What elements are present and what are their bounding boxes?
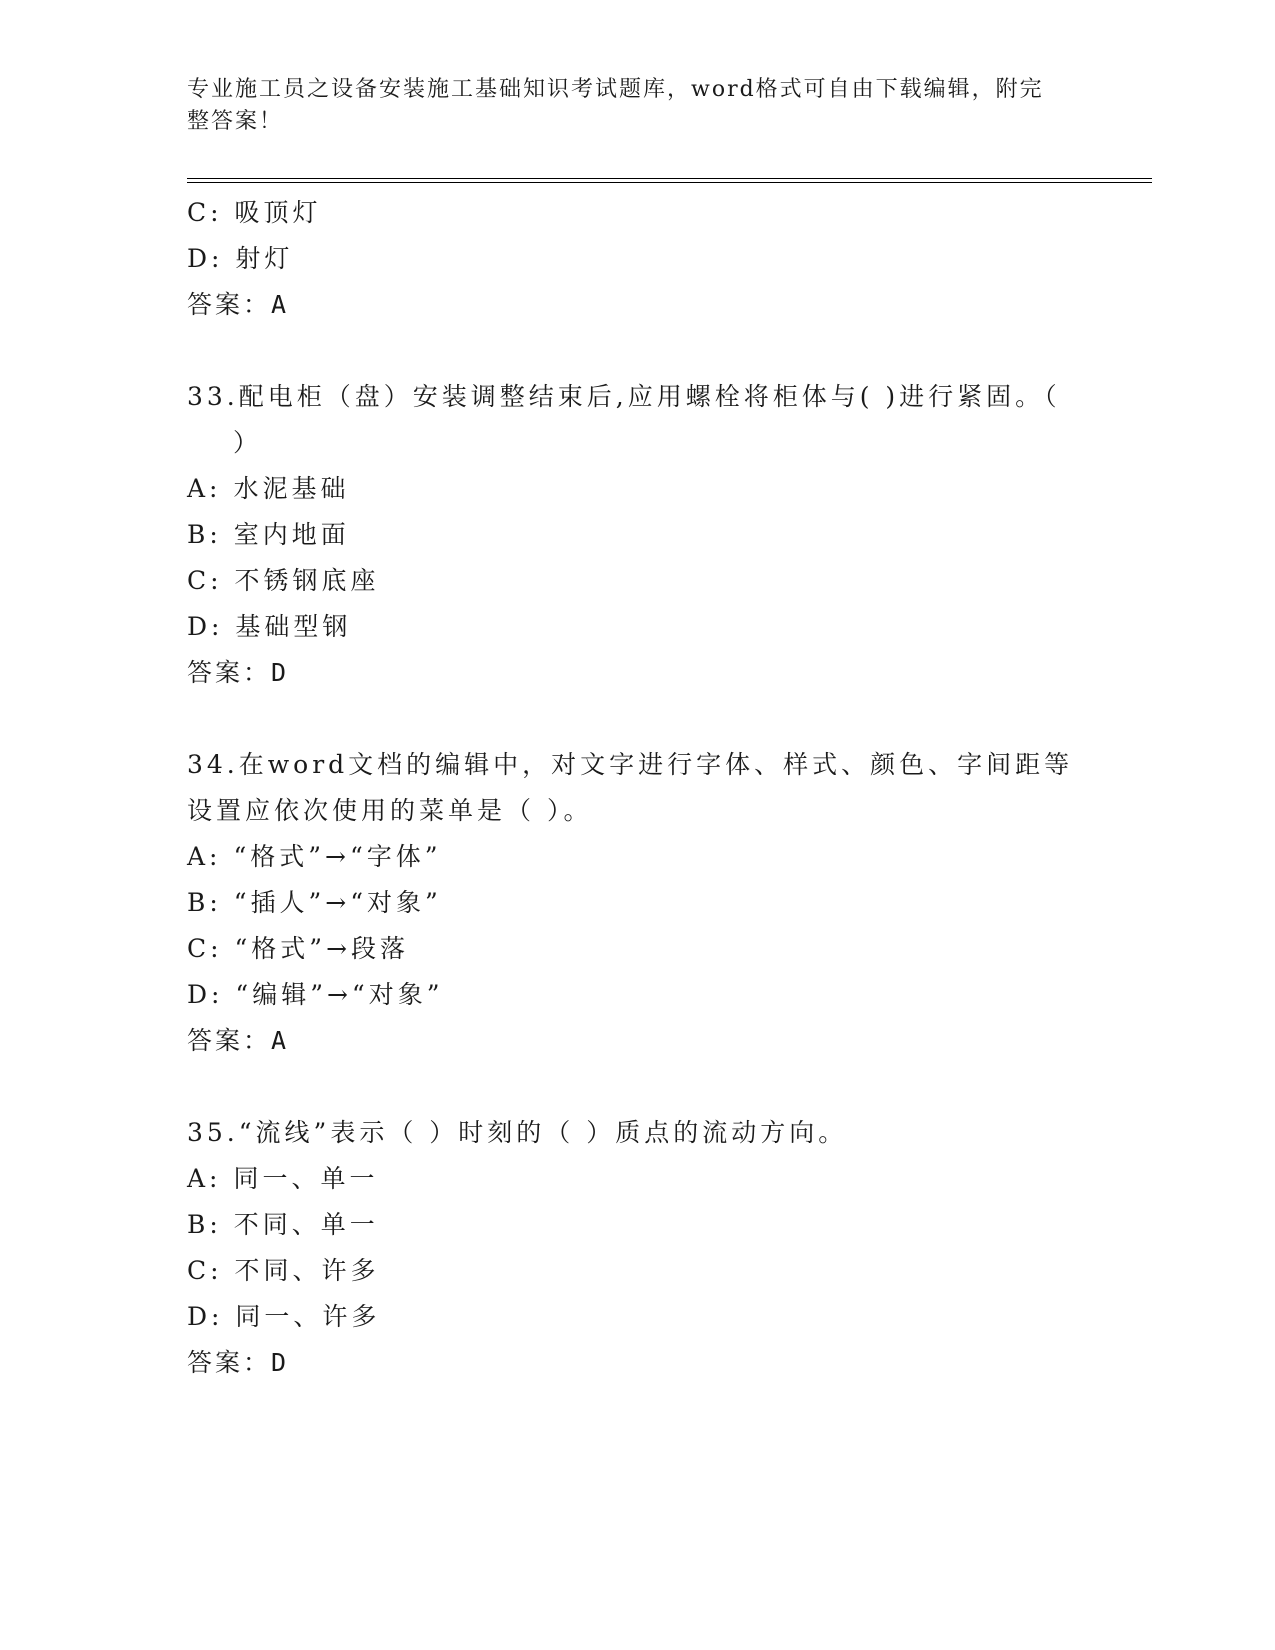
option-text: “格式”→段落 xyxy=(234,934,410,963)
option-a xyxy=(187,834,1087,880)
option-letter: D: xyxy=(187,980,224,1009)
option-letter: A: xyxy=(187,474,222,503)
answer-label: 答案： xyxy=(187,1026,272,1055)
option-letter: C: xyxy=(187,934,223,963)
question-stem: 33.配电柜（盘）安装调整结束后,应用螺栓将柜体与( )进行紧固。（ xyxy=(187,382,1061,411)
option-text: 同一、单一 xyxy=(233,1164,379,1193)
option-b xyxy=(187,1202,1087,1248)
option-text: “编辑”→“对象” xyxy=(235,980,444,1009)
option-text: 水泥基础 xyxy=(233,474,350,503)
option-letter: C: xyxy=(187,566,223,595)
answer-value: D xyxy=(271,658,289,687)
answer-value: D xyxy=(271,1348,289,1377)
option-text: 不锈钢底座 xyxy=(234,566,380,595)
option-d xyxy=(187,1294,1087,1340)
option-b xyxy=(187,880,1087,926)
option-letter: D: xyxy=(187,1302,224,1331)
option-c xyxy=(187,190,1087,236)
option-text: 不同、许多 xyxy=(234,1256,380,1285)
header-rule-top xyxy=(187,178,1152,179)
question-32-tail xyxy=(187,190,1087,328)
answer-line xyxy=(187,282,1087,328)
option-letter: B: xyxy=(187,520,222,549)
document-header: 专业施工员之设备安装施工基础知识考试题库，word格式可自由下载编辑，附完整答案！ xyxy=(187,77,1044,134)
question-stem: 34.在word文档的编辑中，对文字进行字体、样式、颜色、字间距等 xyxy=(187,750,1074,779)
header-rule-bottom xyxy=(187,182,1152,183)
option-text: 同一、许多 xyxy=(235,1302,381,1331)
option-text: “插人”→“对象” xyxy=(233,888,442,917)
answer-label: 答案： xyxy=(187,658,272,687)
option-text: 射灯 xyxy=(235,244,294,273)
question-list xyxy=(187,190,1087,1386)
answer-line xyxy=(187,1340,1087,1386)
option-text: 室内地面 xyxy=(233,520,350,549)
option-letter: B: xyxy=(187,1210,222,1239)
answer-value: A xyxy=(271,1026,289,1055)
question-stem-continued: ） xyxy=(233,428,263,457)
question-stem-continued: 设置应依次使用的菜单是（ ）。 xyxy=(187,796,593,825)
option-d xyxy=(187,972,1087,1018)
answer-line xyxy=(187,1018,1087,1064)
option-d xyxy=(187,604,1087,650)
option-letter: C: xyxy=(187,1256,223,1285)
option-d xyxy=(187,236,1087,282)
option-b xyxy=(187,512,1087,558)
option-c xyxy=(187,926,1087,972)
option-text: 不同、单一 xyxy=(233,1210,379,1239)
question-33 xyxy=(187,374,1087,696)
option-letter: A: xyxy=(187,1164,222,1193)
spacer xyxy=(187,328,1087,374)
answer-value: A xyxy=(271,290,289,319)
option-letter: B: xyxy=(187,888,222,917)
option-text: 吸顶灯 xyxy=(234,198,322,227)
option-letter: D: xyxy=(187,244,224,273)
question-35 xyxy=(187,1110,1087,1386)
option-letter: A: xyxy=(187,842,222,871)
question-34 xyxy=(187,742,1087,1064)
option-text: 基础型钢 xyxy=(235,612,352,641)
option-letter: C: xyxy=(187,198,223,227)
answer-label: 答案： xyxy=(187,290,272,319)
answer-label: 答案： xyxy=(187,1348,272,1377)
answer-line xyxy=(187,650,1087,696)
spacer xyxy=(187,1064,1087,1110)
option-letter: D: xyxy=(187,612,224,641)
option-text: “格式”→“字体” xyxy=(233,842,442,871)
option-c xyxy=(187,1248,1087,1294)
option-c xyxy=(187,558,1087,604)
spacer xyxy=(187,696,1087,742)
option-a xyxy=(187,1156,1087,1202)
question-stem: 35.“流线”表示（ ）时刻的（ ）质点的流动方向。 xyxy=(187,1118,848,1147)
option-a xyxy=(187,466,1087,512)
